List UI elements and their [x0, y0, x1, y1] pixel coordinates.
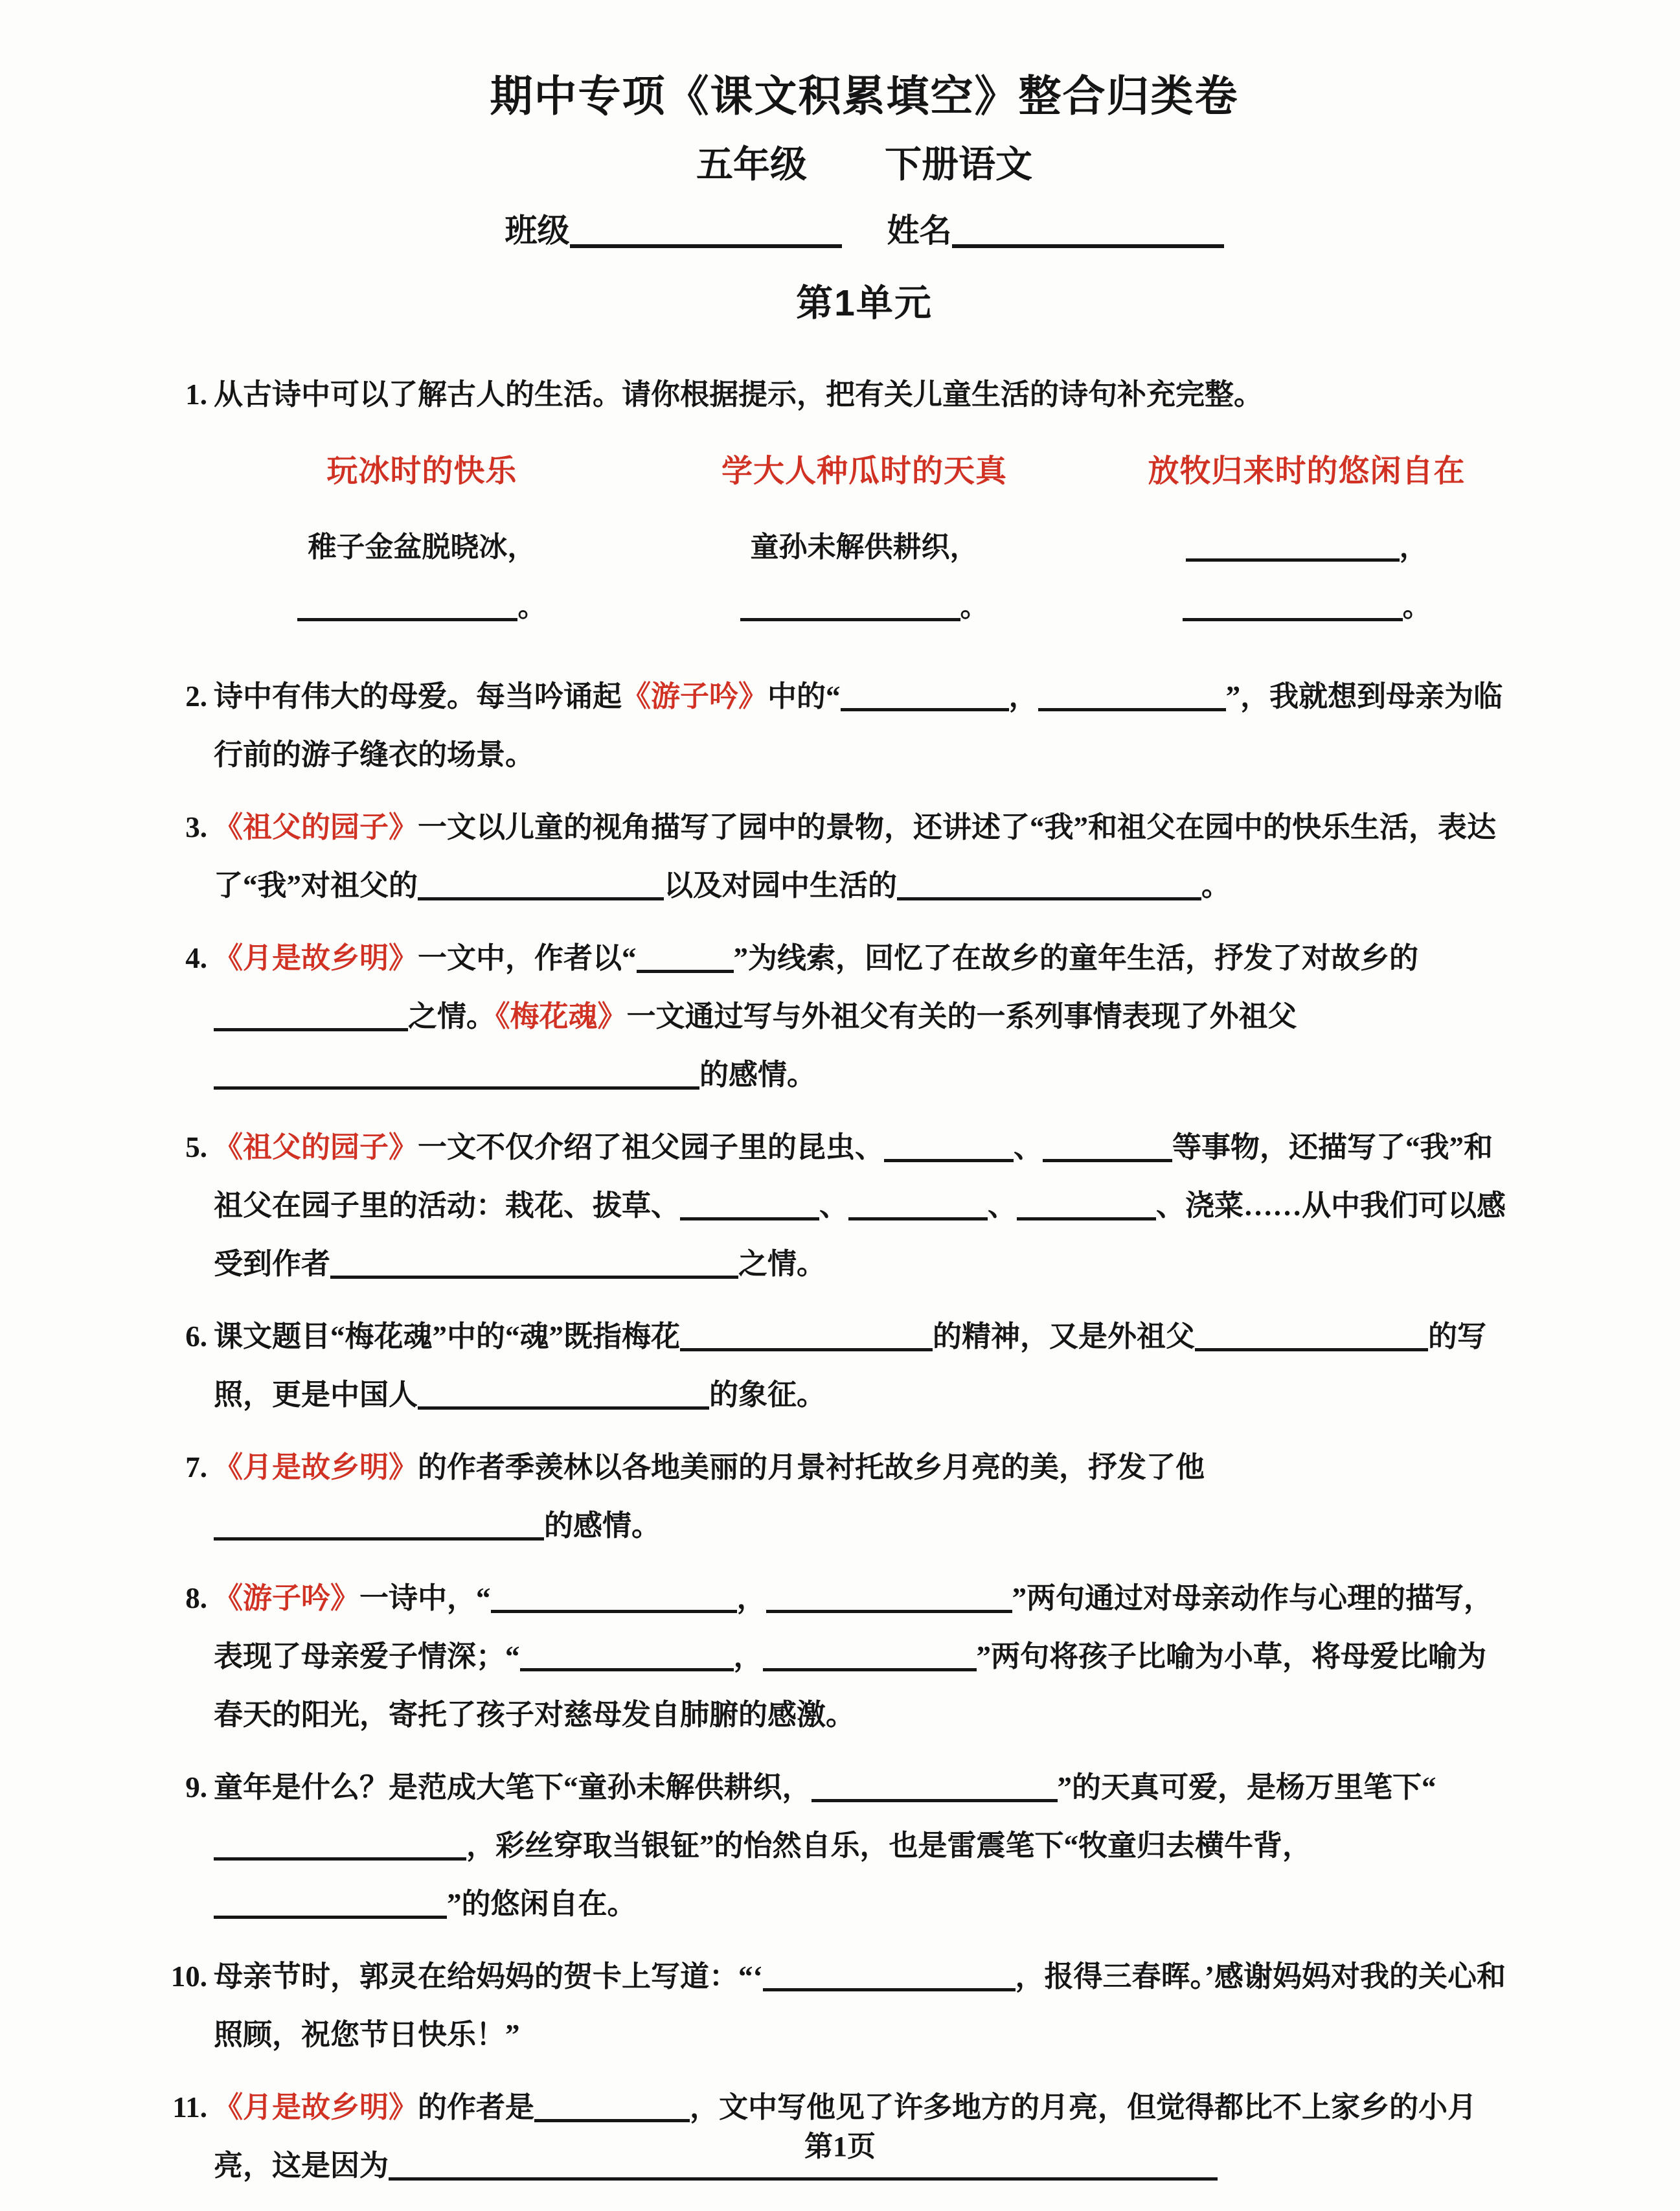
poem-line	[1098, 577, 1515, 637]
page-number: 第1页	[804, 2131, 876, 2162]
blank-line	[680, 1189, 819, 1220]
question	[185, 1438, 1515, 1555]
question-1	[185, 365, 1515, 424]
book-title-red: 《祖父的园子》	[214, 810, 418, 843]
text-segment: 的作者季羡林以各地美丽的月景衬托故乡月亮的美，抒发了他	[418, 1450, 1205, 1484]
question-number: 1.	[185, 378, 207, 411]
text-segment: 童年是什么？是范成大笔下“童孙未解供耕织，	[214, 1770, 812, 1804]
blank-line	[534, 2091, 690, 2122]
text-segment: 的感情。	[544, 1509, 661, 1542]
name-write-in-line	[952, 212, 1224, 248]
text-segment: 的感情。	[699, 1058, 817, 1091]
book-title-red: 《祖父的园子》	[214, 1130, 418, 1163]
question	[185, 1758, 1515, 1933]
question	[185, 1307, 1515, 1424]
blank-line	[763, 1640, 977, 1671]
blank-line	[520, 1640, 734, 1671]
text-segment: 一文中，作者以“	[418, 941, 637, 974]
question-number: 2.	[185, 680, 207, 713]
text-segment: ，文中写他见了许多地方的月亮，但觉得都比不上家乡的小月亮，这是因为	[214, 2091, 1477, 2182]
text-segment: 一文通过写与外祖父有关的一系列事情表现了外祖父	[626, 1000, 1297, 1033]
poem-line	[1098, 518, 1515, 577]
page-subtitle	[214, 135, 1515, 188]
question-number: 6.	[185, 1320, 207, 1353]
class-label: 班级	[505, 212, 570, 249]
text-segment: ，	[1399, 531, 1428, 563]
q1-column	[656, 446, 1073, 637]
text-segment: 课文题目“梅花魂”中的“魂”既指梅花	[214, 1320, 681, 1353]
grade-label: 五年级	[696, 144, 807, 185]
text-segment: 的精神，又是外祖父	[933, 1320, 1196, 1353]
blank-line	[680, 1320, 933, 1351]
section-title: 第1单元	[796, 282, 933, 324]
text-segment: 一文不仅介绍了祖父园子里的昆虫、	[418, 1130, 885, 1163]
blank-line	[766, 1582, 1012, 1613]
text-segment: 中的“	[767, 680, 841, 713]
text-segment: 之情。	[408, 1000, 496, 1033]
student-info-line	[214, 205, 1515, 251]
question	[185, 667, 1515, 784]
hint-heading: 放牧归来时的悠闲自在	[1148, 454, 1466, 488]
hint-heading: 学大人种瓜时的天真	[721, 454, 1007, 488]
blank-line	[1043, 1131, 1172, 1162]
text-segment: 稚子金盆脱晓冰，	[308, 531, 536, 563]
blank-line	[848, 1189, 988, 1220]
text-segment: 、	[988, 1189, 1017, 1222]
class-write-in-line	[570, 212, 842, 248]
text-segment: 的作者是	[418, 2091, 535, 2124]
q1-columns	[214, 446, 1515, 637]
text-segment: ，	[1008, 680, 1038, 713]
question-number: 3.	[185, 810, 207, 843]
text-segment: 。	[1201, 869, 1231, 902]
question	[185, 1569, 1515, 1744]
text-segment: ，报得三春晖。’感谢妈妈对我的关心和照顾，祝您节日快乐！”	[214, 1960, 1506, 2051]
question-number: 9.	[185, 1770, 207, 1804]
text-segment: 诗中有伟大的母爱。每当吟诵起	[214, 680, 622, 713]
text-segment: 。	[960, 591, 989, 623]
text-segment: 母亲节时，郭灵在给妈妈的贺卡上写道：“‘	[214, 1960, 763, 1993]
blank-line	[1195, 1320, 1428, 1351]
text-segment: 的写照，更是中国人	[214, 1320, 1487, 1411]
blank-line	[763, 1960, 1016, 1991]
text-segment: ”两句将孩子比喻为小草，将母爱比喻为春天的阳光，寄托了孩子对慈母发自肺腑的感激。	[214, 1640, 1487, 1731]
blank-line	[812, 1771, 1058, 1802]
question	[185, 798, 1515, 915]
blank-line	[297, 591, 517, 622]
page-title: 期中专项《课文积累填空》整合归类卷	[490, 72, 1239, 120]
blank-line	[1183, 591, 1403, 622]
text-segment: 等事物，还描写了“我”和祖父在园子里的活动：栽花、拔草、	[214, 1130, 1493, 1222]
text-segment: ”两句通过对母亲动作与心理的描写，表现了母亲爱子情深；“	[214, 1581, 1493, 1673]
text-segment: ，	[736, 1581, 766, 1614]
text-segment: 、	[1014, 1130, 1043, 1163]
text-segment: 童孙未解供耕织，	[750, 531, 979, 563]
name-label: 姓名	[887, 212, 952, 249]
text-segment: ”的悠闲自在。	[447, 1887, 637, 1920]
text-segment: 之情。	[738, 1247, 826, 1280]
text-segment: ”，我就想到母亲为临行前的游子缝衣的场景。	[214, 680, 1503, 771]
question-number: 7.	[185, 1450, 207, 1484]
text-segment: 。	[517, 591, 547, 623]
poem-line	[214, 577, 630, 637]
text-segment: ，彩丝穿取当银钲”的怡然自乐，也是雷震笔下“牧童归去横牛背，	[466, 1829, 1312, 1862]
blank-line	[841, 680, 1009, 711]
text-segment: ”的天真可爱，是杨万里笔下“	[1057, 1770, 1436, 1804]
blank-line	[214, 1509, 544, 1541]
blank-line	[214, 1000, 408, 1031]
blank-line	[740, 591, 960, 622]
blank-line	[214, 1059, 699, 1090]
blank-line	[1038, 680, 1226, 711]
question-number: 8.	[185, 1581, 207, 1614]
blank-line	[214, 1888, 447, 1919]
book-title-red: 《梅花魂》	[495, 1000, 627, 1033]
blank-line	[1186, 531, 1400, 562]
question-number: 10.	[170, 1960, 207, 1993]
text-segment: 的象征。	[709, 1378, 826, 1411]
blank-line	[897, 869, 1201, 900]
book-title-red: 《月是故乡明》	[214, 941, 418, 974]
blank-line	[214, 1829, 466, 1861]
text-segment: 一诗中，“	[359, 1581, 491, 1614]
blank-line	[330, 1248, 738, 1279]
text-segment: 、	[819, 1189, 849, 1222]
text-segment: ”为线索，回忆了在故乡的童年生活，抒发了对故乡的	[733, 941, 1419, 974]
poem-line	[656, 577, 1073, 637]
poem-line	[214, 518, 630, 577]
question	[170, 1947, 1515, 2064]
question	[185, 929, 1515, 1104]
text-segment: 一文以儿童的视角描写了园中的景物，还讲述了“我”和祖父在园中的快乐生活，表达了“我”对祖父的	[214, 810, 1497, 902]
book-title-red: 《月是故乡明》	[214, 2091, 418, 2124]
poem-line	[656, 518, 1073, 577]
book-title-red: 《月是故乡明》	[214, 1450, 418, 1484]
question	[185, 1118, 1515, 1293]
question-number: 11.	[172, 2091, 207, 2124]
question-number: 4.	[185, 941, 207, 974]
text-segment: 、浇菜……从中我们可以感受到作者	[214, 1189, 1506, 1280]
question-text: 从古诗中可以了解古人的生活。请你根据提示，把有关儿童生活的诗句补充完整。	[214, 378, 1264, 411]
blank-line	[418, 1379, 709, 1410]
questions	[170, 667, 1515, 2195]
blank-line	[884, 1131, 1014, 1162]
hint-heading: 玩冰时的快乐	[326, 454, 517, 488]
blank-line	[637, 942, 734, 973]
book-title-red: 《游子吟》	[622, 680, 768, 713]
question-number: 5.	[185, 1130, 207, 1163]
text-segment: 。	[1402, 591, 1431, 623]
q1-column	[1098, 446, 1515, 637]
text-segment: ，	[733, 1640, 763, 1673]
book-label: 下册语文	[885, 144, 1032, 185]
blank-line	[491, 1582, 737, 1613]
book-title-red: 《游子吟》	[214, 1581, 360, 1614]
q1-column	[214, 446, 630, 637]
text-segment: 以及对园中生活的	[664, 869, 898, 902]
blank-line	[418, 869, 664, 900]
blank-line	[1017, 1189, 1156, 1220]
